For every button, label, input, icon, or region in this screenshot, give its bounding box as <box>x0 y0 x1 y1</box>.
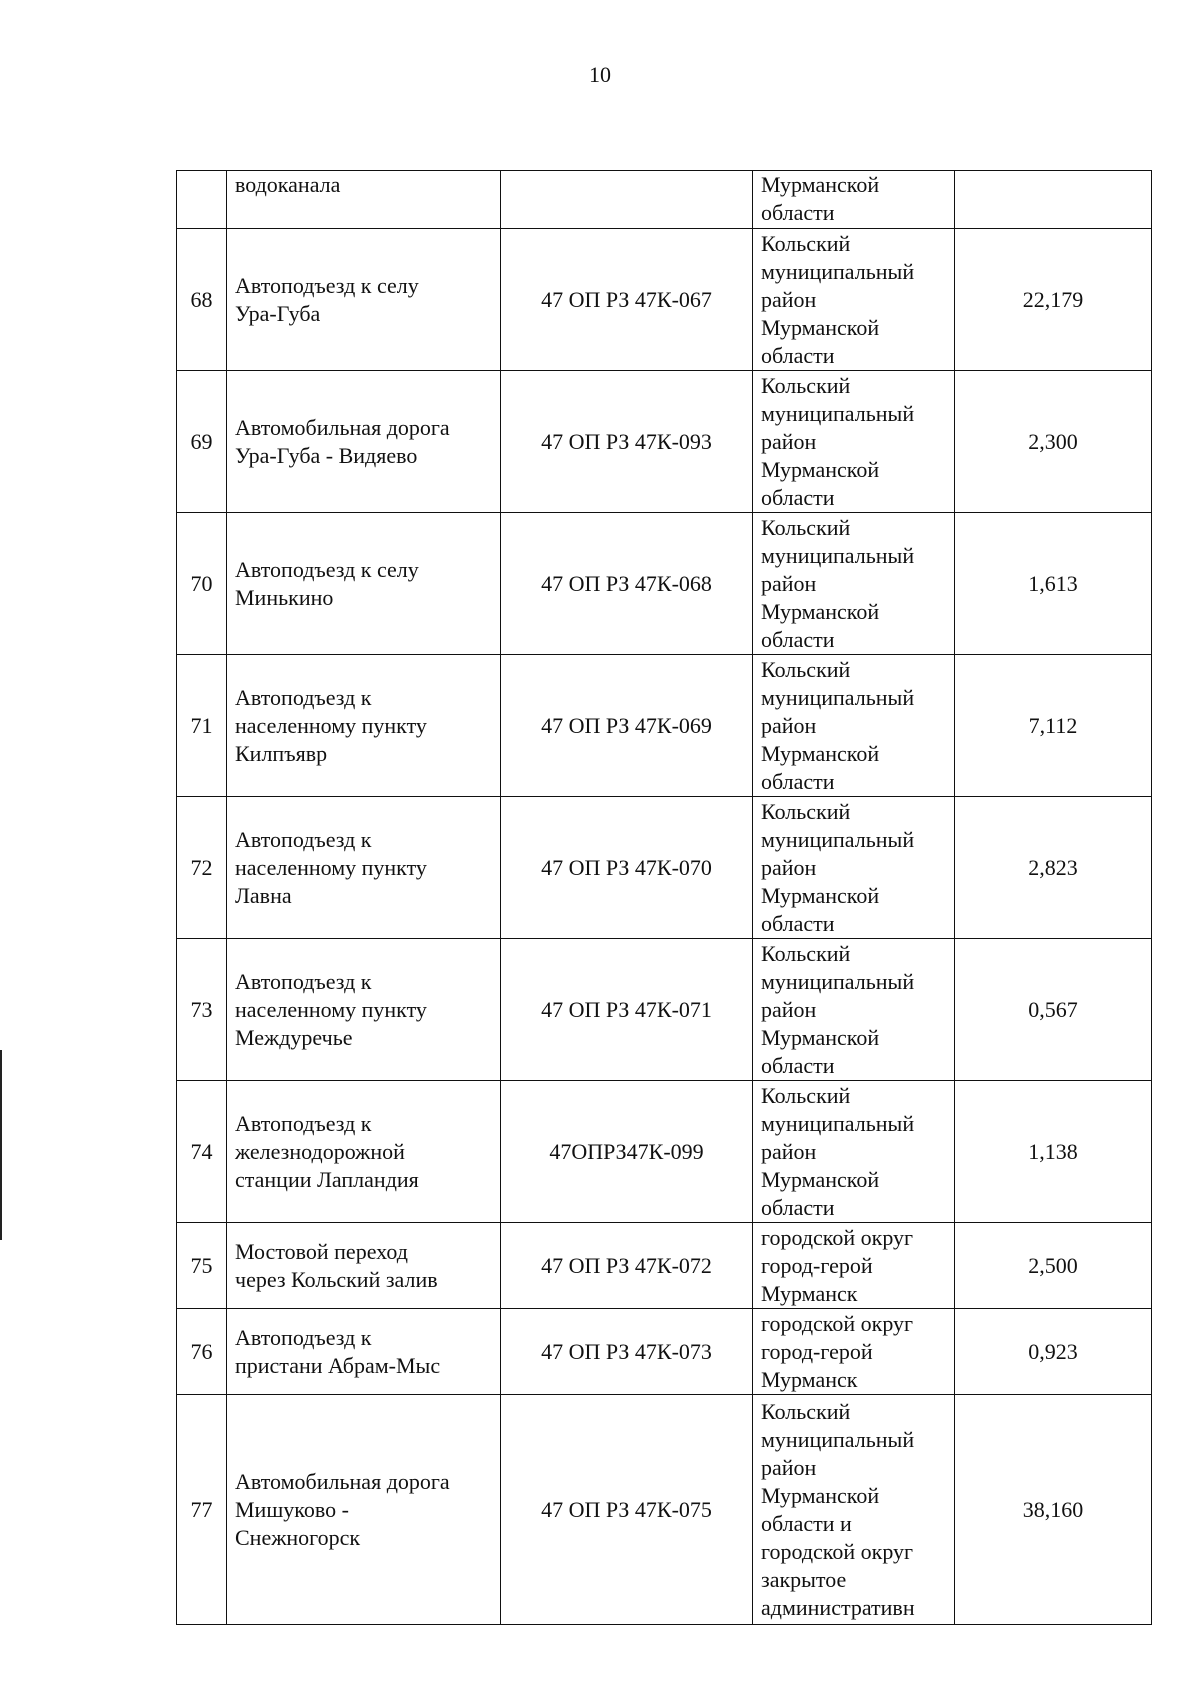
road-code-cell: 47 ОП РЗ 47К-068 <box>501 513 753 655</box>
length-cell: 2,823 <box>955 797 1152 939</box>
area-cell: Кольский муниципальный район Мурманской области <box>753 513 955 655</box>
length-cell: 7,112 <box>955 655 1152 797</box>
road-name-cell: Автоподъезд к населенному пункту Килпъявр <box>227 655 501 797</box>
road-name-cell: Автоподъезд к пристани Абрам-Мыс <box>227 1309 501 1395</box>
row-number-cell: 68 <box>177 229 227 371</box>
area-cell: Кольский муниципальный район Мурманской области и городской округ закрытое административн <box>753 1395 955 1625</box>
road-name-cell: Автоподъезд к селу Минькино <box>227 513 501 655</box>
row-number-cell: 74 <box>177 1081 227 1223</box>
table-row <box>177 1081 1152 1223</box>
road-name-cell: Автоподъезд к селу Ура-Губа <box>227 229 501 371</box>
table-row <box>177 229 1152 371</box>
length-cell: 1,138 <box>955 1081 1152 1223</box>
table-row <box>177 655 1152 797</box>
table-row-continuation <box>177 171 1152 229</box>
road-code-cell <box>501 171 753 229</box>
road-code-cell: 47 ОП РЗ 47К-072 <box>501 1223 753 1309</box>
road-name-cell: Автомобильная дорога Ура-Губа - Видяево <box>227 371 501 513</box>
length-cell: 1,613 <box>955 513 1152 655</box>
road-name-cell: Автоподъезд к населенному пункту Лавна <box>227 797 501 939</box>
row-number-cell <box>177 171 227 229</box>
road-name-cell: Автоподъезд к населенному пункту Междуречье <box>227 939 501 1081</box>
page-number: 10 <box>589 62 611 87</box>
area-cell: Кольский муниципальный район Мурманской области <box>753 229 955 371</box>
table-row <box>177 371 1152 513</box>
length-cell: 22,179 <box>955 229 1152 371</box>
row-number-cell: 69 <box>177 371 227 513</box>
area-cell: Мурманской области <box>753 171 955 229</box>
table-row <box>177 1395 1152 1625</box>
road-code-cell: 47 ОП РЗ 47К-075 <box>501 1395 753 1625</box>
length-cell: 2,300 <box>955 371 1152 513</box>
roads-table <box>176 170 1152 1625</box>
row-number-cell: 73 <box>177 939 227 1081</box>
table-row <box>177 1223 1152 1309</box>
table-row <box>177 1309 1152 1395</box>
area-cell: Кольский муниципальный район Мурманской области <box>753 1081 955 1223</box>
road-code-cell: 47 ОП РЗ 47К-070 <box>501 797 753 939</box>
road-code-cell: 47 ОП РЗ 47К-067 <box>501 229 753 371</box>
road-name-cell: Автоподъезд к железнодорожной станции Лапландия <box>227 1081 501 1223</box>
length-cell: 0,923 <box>955 1309 1152 1395</box>
area-cell: Кольский муниципальный район Мурманской области <box>753 371 955 513</box>
area-cell: Кольский муниципальный район Мурманской области <box>753 797 955 939</box>
road-name-cell: Автомобильная дорога Мишуково - Снежногорск <box>227 1395 501 1625</box>
scan-edge-mark <box>0 1050 2 1240</box>
length-cell: 0,567 <box>955 939 1152 1081</box>
row-number-cell: 77 <box>177 1395 227 1625</box>
road-name-cell: Мостовой переход через Кольский залив <box>227 1223 501 1309</box>
road-code-cell: 47ОПРЗ47К-099 <box>501 1081 753 1223</box>
road-code-cell: 47 ОП РЗ 47К-071 <box>501 939 753 1081</box>
area-cell: Кольский муниципальный район Мурманской области <box>753 655 955 797</box>
row-number-cell: 72 <box>177 797 227 939</box>
length-cell: 38,160 <box>955 1395 1152 1625</box>
row-number-cell: 70 <box>177 513 227 655</box>
area-cell: Кольский муниципальный район Мурманской области <box>753 939 955 1081</box>
row-number-cell: 76 <box>177 1309 227 1395</box>
road-code-cell: 47 ОП РЗ 47К-069 <box>501 655 753 797</box>
row-number-cell: 71 <box>177 655 227 797</box>
length-cell: 2,500 <box>955 1223 1152 1309</box>
table-row <box>177 797 1152 939</box>
road-code-cell: 47 ОП РЗ 47К-073 <box>501 1309 753 1395</box>
area-cell: городской округ город-герой Мурманск <box>753 1309 955 1395</box>
table-row <box>177 939 1152 1081</box>
row-number-cell: 75 <box>177 1223 227 1309</box>
road-code-cell: 47 ОП РЗ 47К-093 <box>501 371 753 513</box>
table-row <box>177 513 1152 655</box>
length-cell <box>955 171 1152 229</box>
road-name-cell: водоканала <box>227 171 501 229</box>
area-cell: городской округ город-герой Мурманск <box>753 1223 955 1309</box>
